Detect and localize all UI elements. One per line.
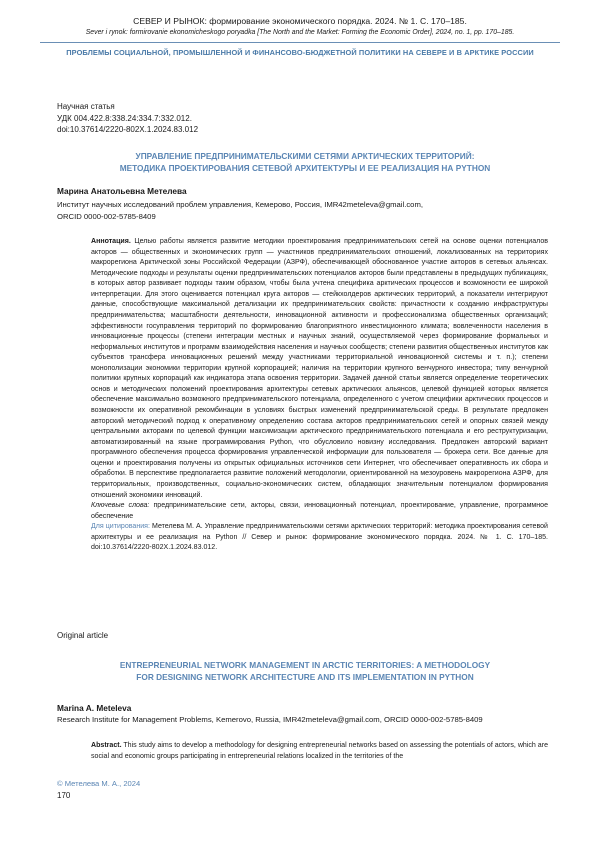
title-en-line1: ENTREPRENEURIAL NETWORK MANAGEMENT IN ARCTIC TERRITORIES: A METHODOLOGY [119,660,491,670]
doi[interactable]: doi:10.37614/2220-802X.1.2024.83.012 [57,125,199,135]
article-meta [57,101,548,136]
keywords-ru-text: предпринимательские сети, акторы, связи, инновационный потенциал, проектирование, управление, программное обеспечение [91,502,548,520]
page-number: 170 [57,791,71,800]
citation-ru [91,522,548,554]
article-type: Научная статья [57,102,115,111]
title-en [60,659,550,683]
abstract-ru-paragraph [91,237,548,501]
keywords-ru [91,501,548,522]
journal-citation-en [40,29,560,36]
abstract-en-text: This study aims to develop a methodology for designing entrepreneurial networks based on assessing the potentials of actors, which are social and economic groups participating in entrepreneurial relations localized in the territories of the [91,742,548,760]
journal-citation-en-text: Sever i rynok: formirovanie ekonomicheskogo poryadka [The North and the Market: Forming the Economic Order], 2024, no. 1, pp. 170–185. [85,29,515,36]
header-rule [40,42,560,43]
abstract-ru-label: Аннотация. [91,238,131,245]
copyright: © Метелева М. А., 2024 [57,779,141,788]
citation-ru-label: Для цитирования: [91,523,150,531]
abstract-ru-text: Целью работы является развитие методики проектирования предпринимательских сетей на основе оценки потенциалов акторов — общественных и экономических групп — участников предпринимательских отношений, локализованных на территориях макрорегиона Арктической зоны Российской Федерации (АЗРФ), обеспечивающей обоснованное участие акторов в сетевых альянсах. Методические подходы и результаты оценки предпринимательских потенциалов акторов были представлены в предыдущих публикациях, в которых автор развивает подходы таким образом, чтобы была учтена специфика арктических процессов и возможности ее широкой интерпретации. Для этого оценивается потенциал круга акторов — стейкхолдеров арктических территорий, а показатели интегрируют данные, способствующие максимальной детализации их предпринимательских свойств: причастности к созданию инфраструктуры предпринимательства; масштабности деятельности, инновационной активности и профессионализма общественных организаций; эффективности госуправления территорий по формированию благоприятного инвестиционного климата; вовлеченности населения в инновационные процессы (степени интеграции местных и научных знаний, осуществляемой через формирование формальных и неформальных институтов и программ взаимодействия населения и научных сообществ; степени развития общественных институтов как субъектов трансфера инновационных решений между участниками территориальной инновационной системы и т. п.); степени монополизации экономики территории крупной корпорацией; наличия на территории крупного венчурного инвестора; типу венчурной политики крупных корпораций как индикатора этапа освоения территории. Задачей данной статьи является определение теоретических основ и методических положений проектирования архитектуры сетевых арктических альянсов, целевой функцией которых является обеспечение максимально возможного предпринимательского потенциала, определенного с учетом специфики арктических процессов и возможности их оперативной рекомбинации в условиях быстрых изменений предпринимательской среды. В результате предложен авторский методический подход к оперативному определению состава акторов предпринимательских сетей и опорных связей между центральными акторами по целевой функции максимизации арктического предпринимательского потенциала и его реструктуризации, автоматизированный на языке программирования Python, что обусловило новизну исследования. Предложен авторский вариант программного обеспечения процесса формирования управленческой информации для пользователя — брокера сети. Все данные для оценки и проектирования получены из открытых официальных источников сети Интернет, что обеспечивает оперативность их сбора и обработки. В перспективе предполагается развитие положений методологии, ориентированной на мезоуровень макрорегиона АЗРФ, для территориальных, производственных, социально-экономических систем, обладающих значительным потенциалом формирования отношений экономики инноваций. [91,238,548,499]
abstract-en-label: Abstract. [91,742,122,749]
original-article-label: Original article [57,631,109,640]
affiliation-ru-line1: Институт научных исследований проблем управления, Кемерово, Россия, IMR42meteleva@gmail.com, [57,200,423,209]
abstract-ru [91,237,548,554]
title-ru [60,150,550,174]
author-en: Marina A. Meteleva [57,703,132,713]
journal-citation-ru: СЕВЕР И РЫНОК: формирование экономического порядка. 2024. № 1. С. 170–185. [133,16,467,26]
title-ru-line1: УПРАВЛЕНИЕ ПРЕДПРИНИМАТЕЛЬСКИМИ СЕТЯМИ АРКТИЧЕСКИХ ТЕРРИТОРИЙ: [135,151,475,161]
affiliation-ru-line2: ORCID 0000-002-5785-8409 [57,212,156,222]
affiliation-ru [57,199,548,224]
citation-ru-text: Метелева М. А. Управление предпринимательскими сетями арктических территорий: методика проектирования сетевой архитектуры и ее реализация на Python // Север и рынок: формирование экономического порядка. 2024. № 1. С. 170–185. doi:10.37614/2220-802X.1.2024.83.012. [91,523,548,552]
section-heading: ПРОБЛЕМЫ СОЦИАЛЬНОЙ, ПРОМЫШЛЕННОЙ И ФИНАНСОВО-БЮДЖЕТНОЙ ПОЛИТИКИ НА СЕВЕРЕ И В АРКТИКЕ РОССИИ [66,48,534,57]
abstract-en [91,740,548,762]
title-ru-line2: МЕТОДИКА ПРОЕКТИРОВАНИЯ СЕТЕВОЙ АРХИТЕКТУРЫ И ЕЕ РЕАЛИЗАЦИЯ НА PYTHON [119,163,491,173]
keywords-ru-label: Ключевые слова: [91,502,150,510]
udc-code: УДК 004.422.8:338.24:334.7:332.012. [57,113,192,123]
title-en-line2: FOR DESIGNING NETWORK ARCHITECTURE AND ITS IMPLEMENTATION IN PYTHON [136,672,474,682]
author-ru: Марина Анатольевна Метелева [57,186,187,196]
affiliation-en: Research Institute for Management Problems, Kemerovo, Russia, IMR42meteleva@gmail.com, ORCID 0000-002-5785-8409 [57,715,483,724]
